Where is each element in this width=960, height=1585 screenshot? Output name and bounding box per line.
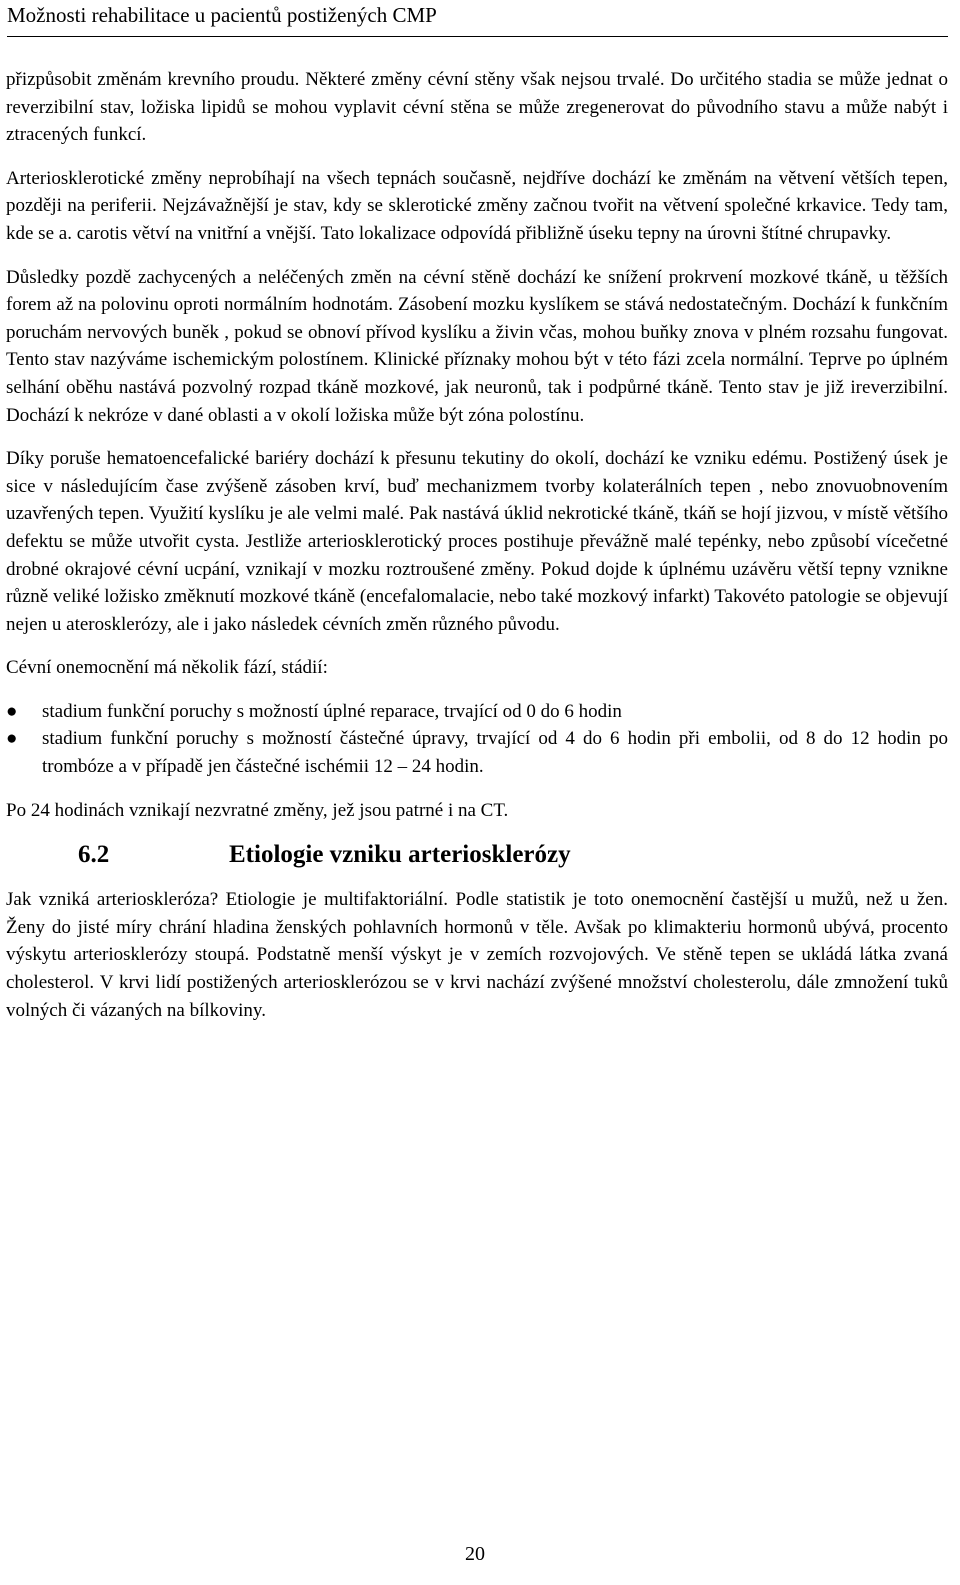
list-item [6,725,948,780]
document-body [6,66,948,1024]
section-title: Etiologie vzniku arteriosklerózy [229,841,571,869]
phase-text: stadium funkční poruchy s možností úplné reparace, trvající od 0 do 6 hodin [42,700,622,722]
paragraph-etiology: Jak vzniká arterioskleróza? Etiologie je multifaktoriální. Podle statistik je toto onemocnění častější u mužů, než u žen. Ženy do jisté míry chrání hladina ženských pohlavních hormonů v těle. Avšak po klimakteriu hormonů ubývá, procento výskytu arteriosklerózy stoupá. Podstatně menší výskyt je v zemích rozvojových. Ve stěně tepen se ukládá látka zvaná cholesterol. V krvi lidí postižených arteriosklerózou se v krvi nachází zvýšené množství cholesterolu, dále zmnožení tuků volných či vázaných na bílkoviny. [6,889,948,1021]
page-number: 20 [465,1543,485,1565]
paragraph-arteriosclerotic-changes: Arteriosklerotické změny neprobíhají na všech tepnách současně, nejdříve dochází ke změnám na větvení větších tepen, později na periferii. Nejzávažnější je stav, kdy se sklerotické změny začnou tvořit na větvení společné krkavice. Tedy tam, kde se a. carotis větví na vnitřní a vnější. Tato lokalizace odpovídá přibližně úseku tepny na úrovni štítné chrupavky. [6,167,948,244]
page-header: Možnosti rehabilitace u pacientů postižených CMP [7,3,437,27]
bullet-icon: ● [6,700,18,722]
phases-list [6,698,948,781]
section-heading [6,840,948,870]
header-divider [7,36,948,37]
paragraph-after-phases: Po 24 hodinách vznikají nezvratné změny, jež jsou patrné i na CT. [6,799,509,821]
paragraph-edema: Díky poruše hematoencefalické bariéry dochází k přesunu tekutiny do okolí, dochází ke vzniku edému. Postižený úsek je sice v následujícím čase zvýšeně zásoben krví, buď mechanizmem tvorby kolaterálních tepen , nebo znovuobnovením uzavřených tepen. Využití kyslíku je ale velmi malé. Pak nastává úklid nekrotické tkáně, tkáň se hojí jizvou, v místě většího defektu se může utvořit cysta. Jestliže arteriosklerotický proces postihuje převážně malé tepénky, nebo způsobí vícečetné drobné okrajové cévní ucpání, vznikají v mozku roztroušené změny. Pokud dojde k úplnému uzávěru větší tepny vznikne různě veliké ložisko změknutí mozkové tkáně (encefalomalacie, nebo také mozkový infarkt) Takovéto patologie se objevují nejen u aterosklerózy, ale i jako následek cévních změn různého původu. [6,448,948,635]
bullet-icon: ● [6,728,18,750]
phase-text: stadium funkční poruchy s možností částečné úpravy, trvající od 4 do 6 hodin při embolii, od 8 do 12 hodin po trombóze a v případě jen částečné ischémii 12 – 24 hodin. [42,728,948,778]
paragraph-reversibility: přizpůsobit změnám krevního proudu. Některé změny cévní stěny však nejsou trvalé. Do určitého stadia se může jednat o reverzibilní stav, ložiska lipidů se mohou vyplavit cévní stěna se může zregenerovat do původního stavu a může nabýt i ztracených funkcí. [6,69,948,146]
paragraph-consequences: Důsledky pozdě zachycených a neléčených změn na cévní stěně dochází ke snížení prokrvení mozkové tkáně, u těžších forem až na polovinu oproti normálním hodnotám. Zásobení mozku kyslíkem se stává nedostatečným. Dochází k funkčním poruchám nervových buněk , pokud se obnoví přívod kyslíku a živin včas, mohou buňky znova v plném rozsahu fungovat. Tento stav nazýváme ischemickým polostínem. Klinické příznaky mohou být v této fázi zcela normální. Teprve po úplném selhání oběhu nastává pozvolný rozpad tkáně mozkové, jak neuronů, tak i podpůrné tkáně. Tento stav je již ireverzibilní. Dochází k nekróze v dané oblasti a v okolí ložiska může být zóna polostínu. [6,266,948,426]
section-number: 6.2 [78,841,110,869]
list-item [6,698,948,726]
paragraph-phases-intro: Cévní onemocnění má několik fází, stádií: [6,657,328,679]
